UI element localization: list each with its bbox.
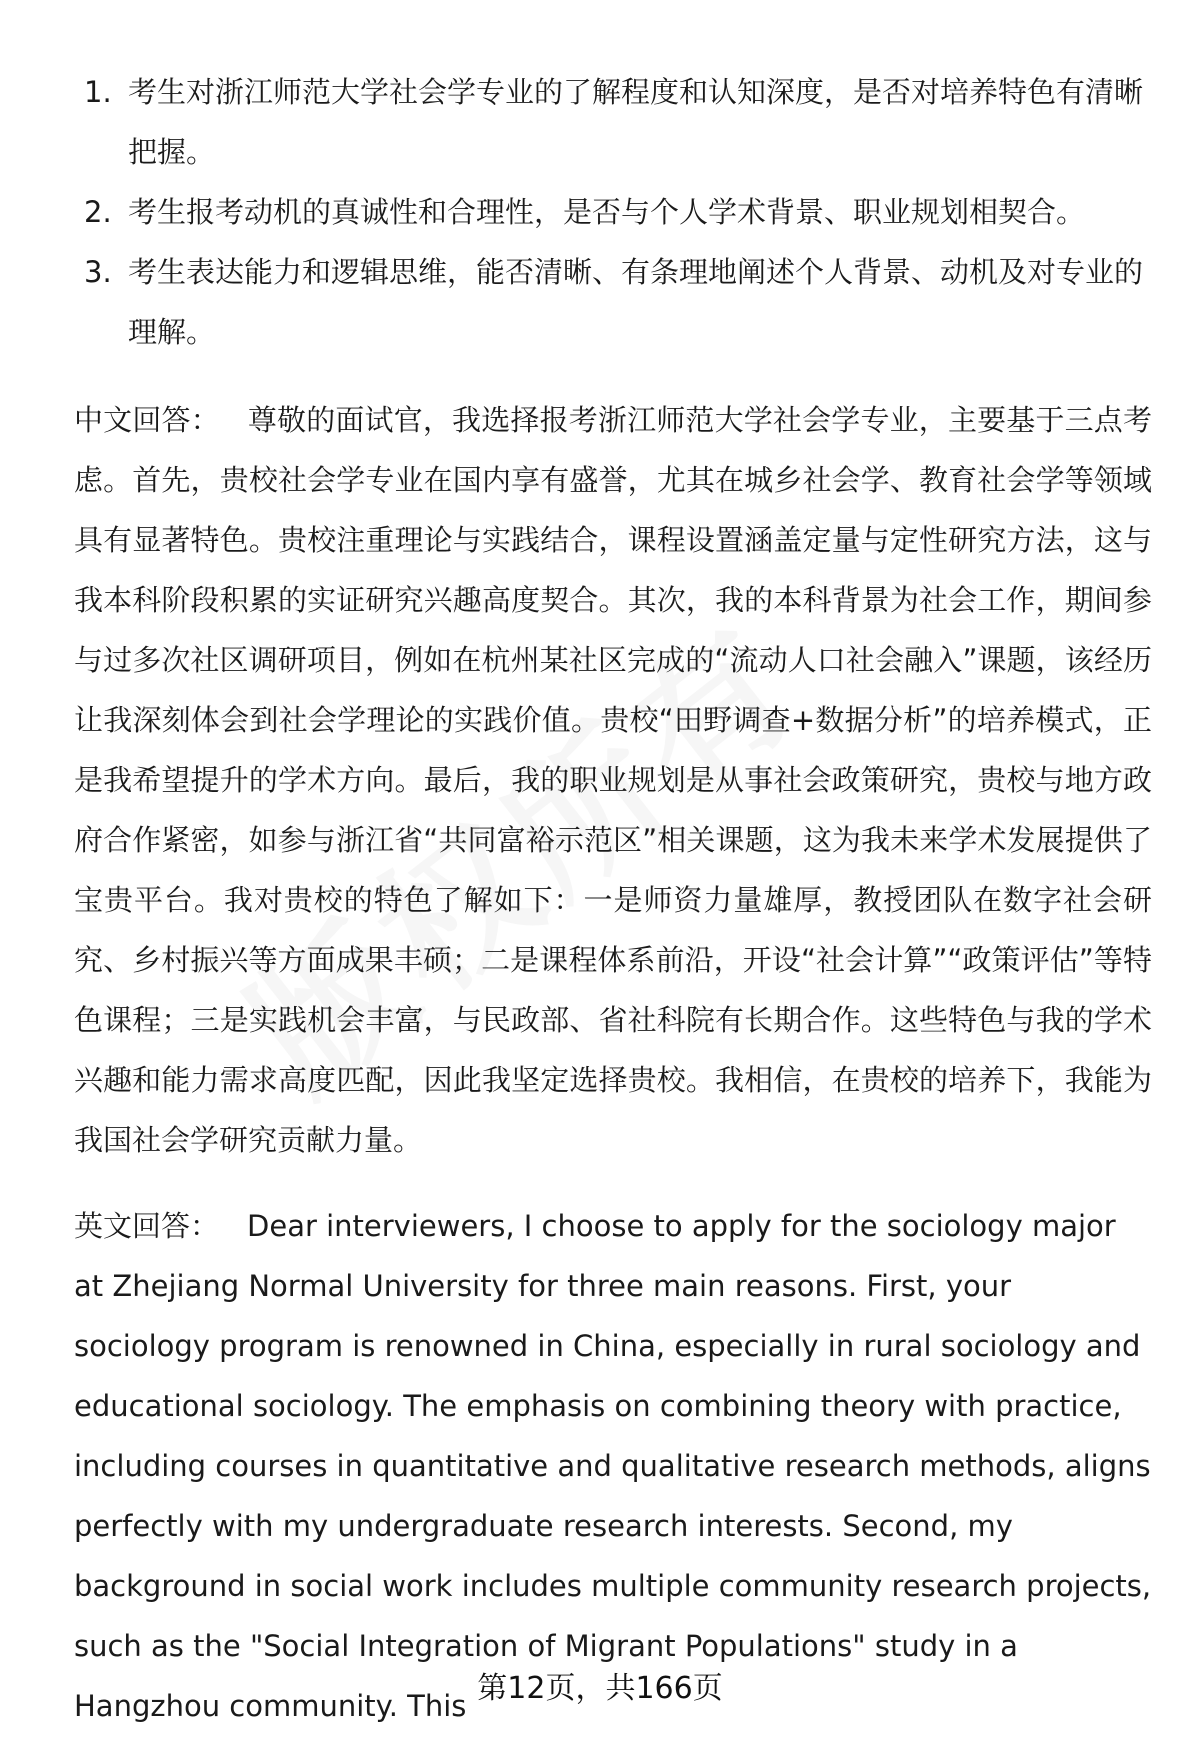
criteria-number: 3. bbox=[84, 255, 112, 289]
criteria-item bbox=[74, 62, 1152, 182]
chinese-answer-paragraph bbox=[74, 390, 1152, 1170]
chinese-answer-text: 尊敬的面试官，我选择报考浙江师范大学社会学专业，主要基于三点考虑。首先，贵校社会学专业在国内享有盛誉，尤其在城乡社会学、教育社会学等领域具有显著特色。贵校注重理论与实践结合，课程设置涵盖定量与定性研究方法，这与我本科阶段积累的实证研究兴趣高度契合。其次，我的本科背景为社会工作，期间参与过多次社区调研项目，例如在杭州某社区完成的“流动人口社会融入”课题，该经历让我深刻体会到社会学理论的实践价值。贵校“田野调查+数据分析”的培养模式，正是我希望提升的学术方向。最后，我的职业规划是从事社会政策研究，贵校与地方政府合作紧密，如参与浙江省“共同富裕示范区”相关课题，这为我未来学术发展提供了宝贵平台。我对贵校的特色了解如下：一是师资力量雄厚，教授团队在数字社会研究、乡村振兴等方面成果丰硕；二是课程体系前沿，开设“社会计算”“政策评估”等特色课程；三是实践机会丰富，与民政部、省社科院有长期合作。这些特色与我的学术兴趣和能力需求高度匹配，因此我坚定选择贵校。我相信，在贵校的培养下，我能为我国社会学研究贡献力量。 bbox=[74, 403, 1152, 1157]
evaluation-criteria-list bbox=[74, 62, 1152, 362]
chinese-answer-label: 中文回答： bbox=[74, 403, 220, 437]
english-answer-label: 英文回答： bbox=[74, 1209, 220, 1243]
page-number-footer: 第12页，共166页 bbox=[477, 1671, 723, 1706]
criteria-number: 2. bbox=[84, 195, 112, 229]
criteria-number: 1. bbox=[84, 75, 112, 109]
criteria-text: 考生对浙江师范大学社会学专业的了解程度和认知深度，是否对培养特色有清晰把握。 bbox=[128, 75, 1144, 169]
english-answer-paragraph bbox=[74, 1196, 1152, 1736]
english-answer-text: Dear interviewers, I choose to apply for the sociology major at Zhejiang Normal University for three main reasons. First, your sociology program is renowned in China, especially in rural sociology and educational sociology. The emphasis on combining theory with practice, including courses in quantitative and qualitative research methods, aligns perfectly with my undergraduate research interests. Second, my background in social work includes multiple community research projects, such as the "Social Integration of Migrant Populations" study in a Hangzhou community. This bbox=[74, 1209, 1152, 1723]
criteria-text: 考生报考动机的真诚性和合理性，是否与个人学术背景、职业规划相契合。 bbox=[128, 195, 1086, 229]
criteria-text: 考生表达能力和逻辑思维，能否清晰、有条理地阐述个人背景、动机及对专业的理解。 bbox=[128, 255, 1144, 349]
criteria-item bbox=[74, 242, 1152, 362]
criteria-item bbox=[74, 182, 1152, 242]
